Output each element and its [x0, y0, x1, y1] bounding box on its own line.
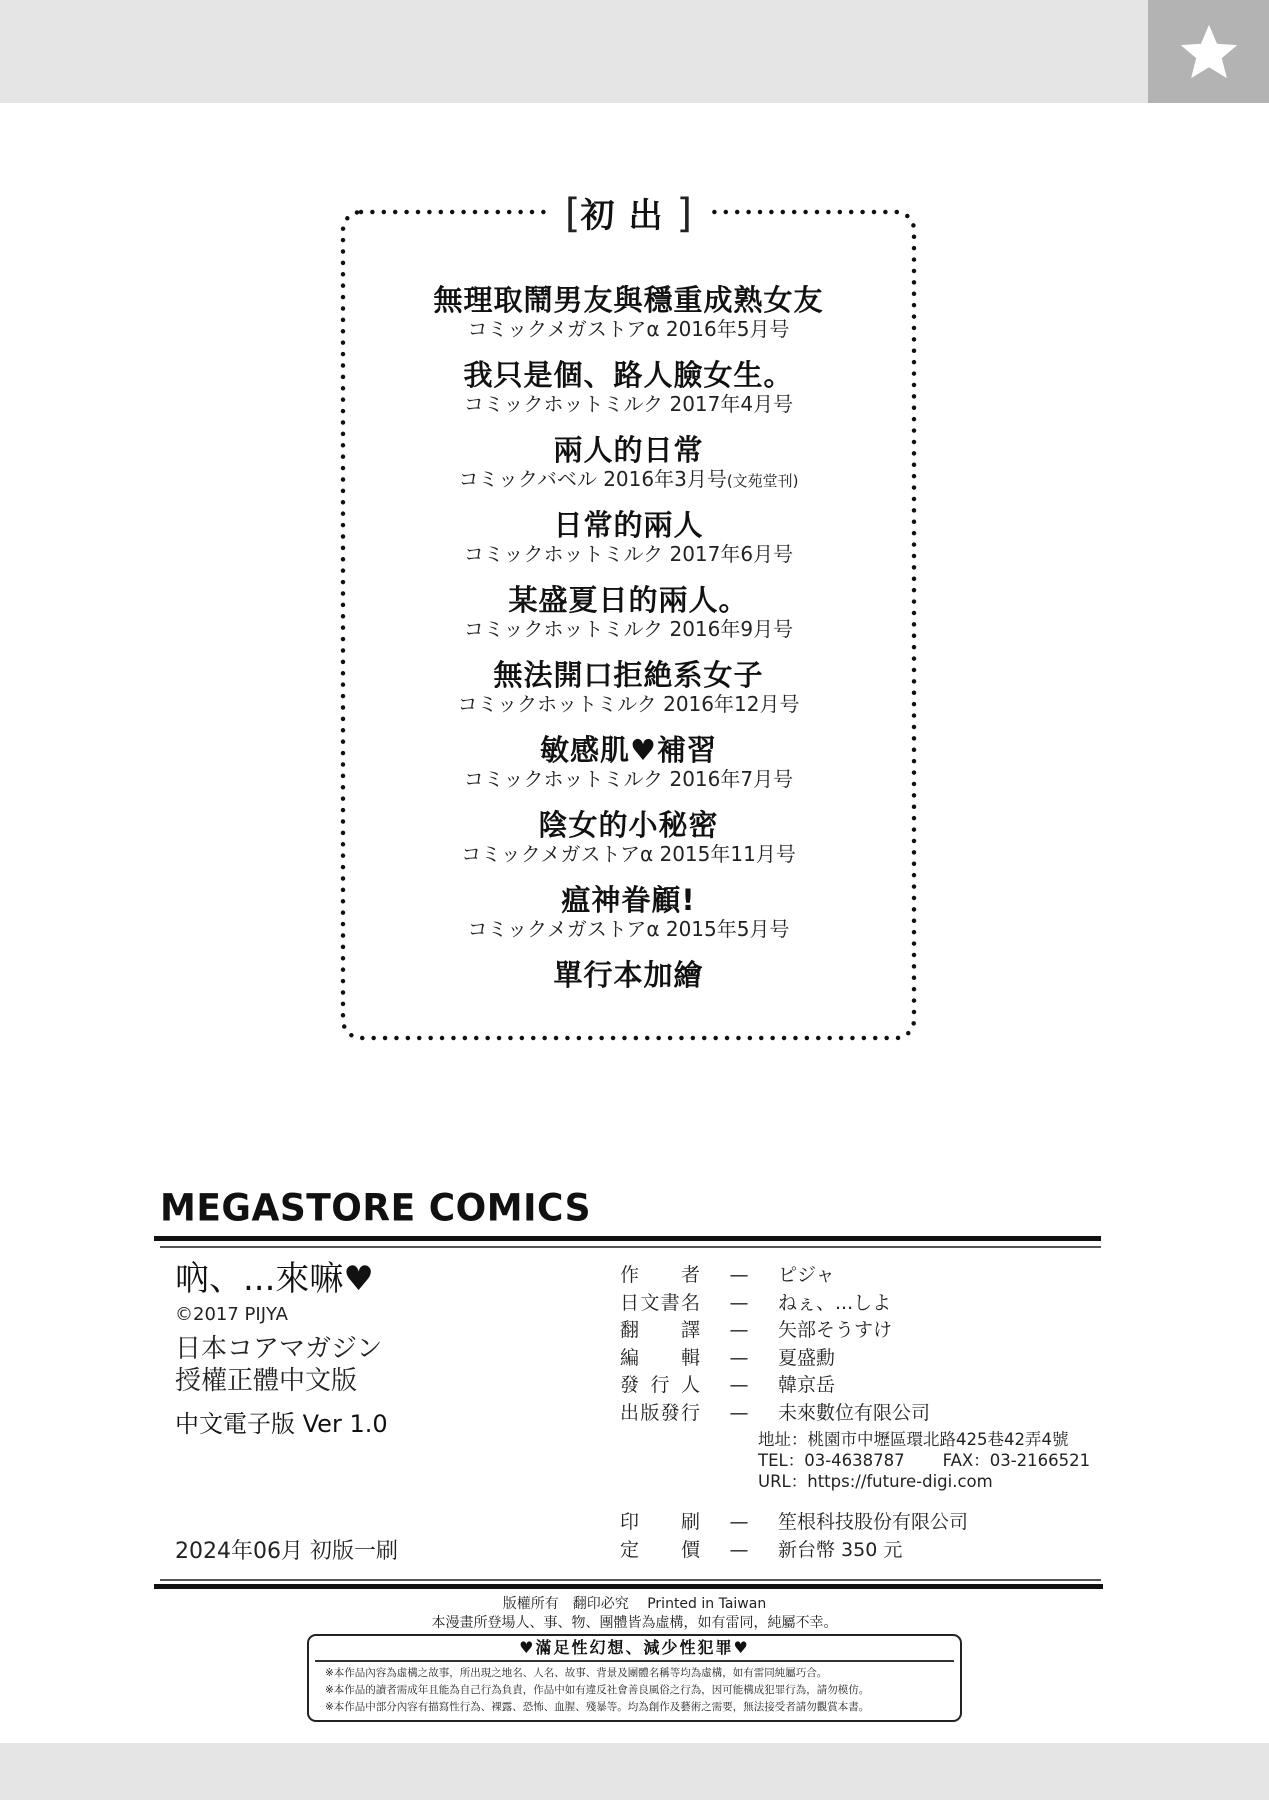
content-notice-box: [307, 1634, 962, 1722]
story-title: 敏感肌♥補習: [540, 733, 717, 767]
notice-line: ※本作品中部分內容有描寫性行為、裸露、恐怖、血腥、殘暴等。均為創作及藝術之需要，無法接受者請勿觀賞本書。: [325, 1700, 870, 1713]
credit-label: 作者: [620, 1264, 700, 1286]
notice-heading: ♥滿足性幻想、減少性犯罪♥: [519, 1638, 750, 1657]
credit-value: ねぇ、...しよ: [778, 1291, 892, 1314]
fiction-disclaimer: 本漫畫所登場人、事、物、團體皆為虛構，如有雷同，純屬不幸。: [431, 1615, 838, 1631]
credit-value: 未來數位有限公司: [778, 1401, 931, 1424]
credit-row: 印刷 — 笙根科技股份有限公司: [620, 1509, 968, 1537]
credit-value: ピジャ: [778, 1264, 835, 1286]
story-title: 我只是個、路人臉女生。: [463, 358, 794, 392]
story-title: 日常的兩人: [553, 508, 704, 542]
credit-value: 矢部そうすけ: [778, 1319, 893, 1341]
credit-value: 笙根科技股份有限公司: [778, 1511, 969, 1533]
credits-list: [620, 1262, 930, 1427]
print-date: 2024年06月 初版一刷: [175, 1539, 398, 1564]
story-source: コミックメガストアα 2015年5月号: [467, 917, 790, 941]
credit-row: 作者 — ピジャ: [620, 1262, 930, 1290]
credit-label: 日文書名: [620, 1291, 700, 1314]
credit-row: 出版發行 — 未來數位有限公司: [620, 1400, 930, 1428]
story-source: コミックホットミルク 2016年12月号: [457, 692, 800, 716]
website-url: URL：https://future-digi.com: [758, 1472, 993, 1491]
license-publisher: 日本コアマガジン: [175, 1334, 383, 1364]
list-item: [340, 283, 917, 358]
list-item: [340, 658, 917, 733]
viewer-top-bar: [0, 0, 1269, 103]
phone: TEL：03-4638787: [758, 1451, 905, 1470]
viewer-bottom-bar: [0, 1743, 1269, 1800]
edition-version: 中文電子版 Ver 1.0: [175, 1410, 388, 1438]
credit-row: 定價 — 新台幣 350 元: [620, 1537, 968, 1565]
notice-line: ※本作品的讀者需成年且能為自己行為負責，作品中如有違反社會善良風俗之行為，因可能構成犯罪行為，請勿模仿。: [325, 1683, 870, 1696]
story-title: 兩人的日常: [553, 433, 704, 467]
copyright: ©2017 PIJYA: [175, 1304, 288, 1325]
credit-label: 翻譯: [620, 1319, 700, 1341]
credit-row: 編輯 — 夏盛勳: [620, 1345, 930, 1373]
list-item: [340, 358, 917, 433]
bookmark-button[interactable]: [1148, 0, 1269, 103]
credit-row: 日文書名 — ねぇ、...しよ: [620, 1290, 930, 1318]
street-address: 地址：桃園市中壢區環北路425巷42弄4號: [758, 1430, 1069, 1449]
credit-label: 印刷: [620, 1511, 700, 1533]
credit-label: 出版發行: [620, 1401, 700, 1424]
publisher-address: [758, 1429, 1090, 1492]
credit-label: 編輯: [620, 1346, 700, 1369]
divider: [160, 1579, 1101, 1581]
divider: [315, 1660, 954, 1662]
license-text: 授權正體中文版: [175, 1366, 358, 1396]
notice-line: ※本作品內容為虛構之故事，所出現之地名、人名、故事、背景及團體名稱等均為虛構，如有雷同純屬巧合。: [325, 1666, 828, 1679]
story-source: コミックホットミルク 2016年7月号: [463, 767, 794, 791]
story-source: コミックホットミルク 2016年9月号: [463, 617, 794, 641]
book-info: [175, 1259, 388, 1439]
credit-value: 韓京岳: [778, 1374, 836, 1396]
credit-label: 發行人: [620, 1374, 700, 1396]
story-source: コミックホットミルク 2017年4月号: [463, 392, 794, 416]
list-item: [340, 808, 917, 883]
heading-text: 初出: [580, 196, 677, 236]
rights-notice: 版權所有 翻印必究 Printed in Taiwan: [502, 1596, 767, 1612]
list-item: [340, 583, 917, 658]
credit-label: 定價: [620, 1538, 700, 1561]
story-source: コミックメガストアα 2015年11月号: [461, 842, 796, 866]
first-appearance-frame: [340, 191, 917, 1041]
story-title: 無理取鬧男友與穩重成熟女友: [433, 283, 824, 317]
list-item: [340, 958, 917, 1033]
divider: [154, 1236, 1101, 1241]
list-item: [340, 433, 917, 508]
story-title: 瘟神眷顧!: [561, 883, 696, 917]
story-title: 陰女的小秘密: [538, 808, 719, 842]
story-title: 單行本加繪: [553, 958, 704, 992]
entry-list: [340, 283, 917, 1033]
story-title: 某盛夏日的兩人。: [508, 583, 749, 617]
price: 新台幣 350 元: [778, 1538, 903, 1561]
book-title: 吶、...來嘛♥: [175, 1259, 374, 1299]
credit-value: 夏盛勳: [778, 1346, 836, 1369]
section-heading: [初出]: [340, 207, 917, 234]
fax: FAX：03-2166521: [942, 1451, 1091, 1470]
credits-list-secondary: [620, 1509, 968, 1564]
list-item: [340, 883, 917, 958]
credit-row: 發行人 — 韓京岳: [620, 1372, 930, 1400]
phone-fax: [758, 1450, 1090, 1471]
story-source: コミックメガストアα 2016年5月号: [467, 317, 790, 341]
divider: [160, 1246, 1101, 1248]
list-item: [340, 508, 917, 583]
story-title: 無法開口拒絶系女子: [493, 658, 764, 692]
story-source: コミックバベル 2016年3月号(文苑堂刊): [458, 467, 799, 491]
credit-row: 翻譯 — 矢部そうすけ: [620, 1317, 930, 1345]
list-item: [340, 733, 917, 808]
divider: [154, 1584, 1103, 1589]
story-source: コミックホットミルク 2017年6月号: [463, 542, 794, 566]
star-icon: [1177, 20, 1241, 84]
brand-logo: MEGASTORE COMICS: [160, 1186, 592, 1231]
